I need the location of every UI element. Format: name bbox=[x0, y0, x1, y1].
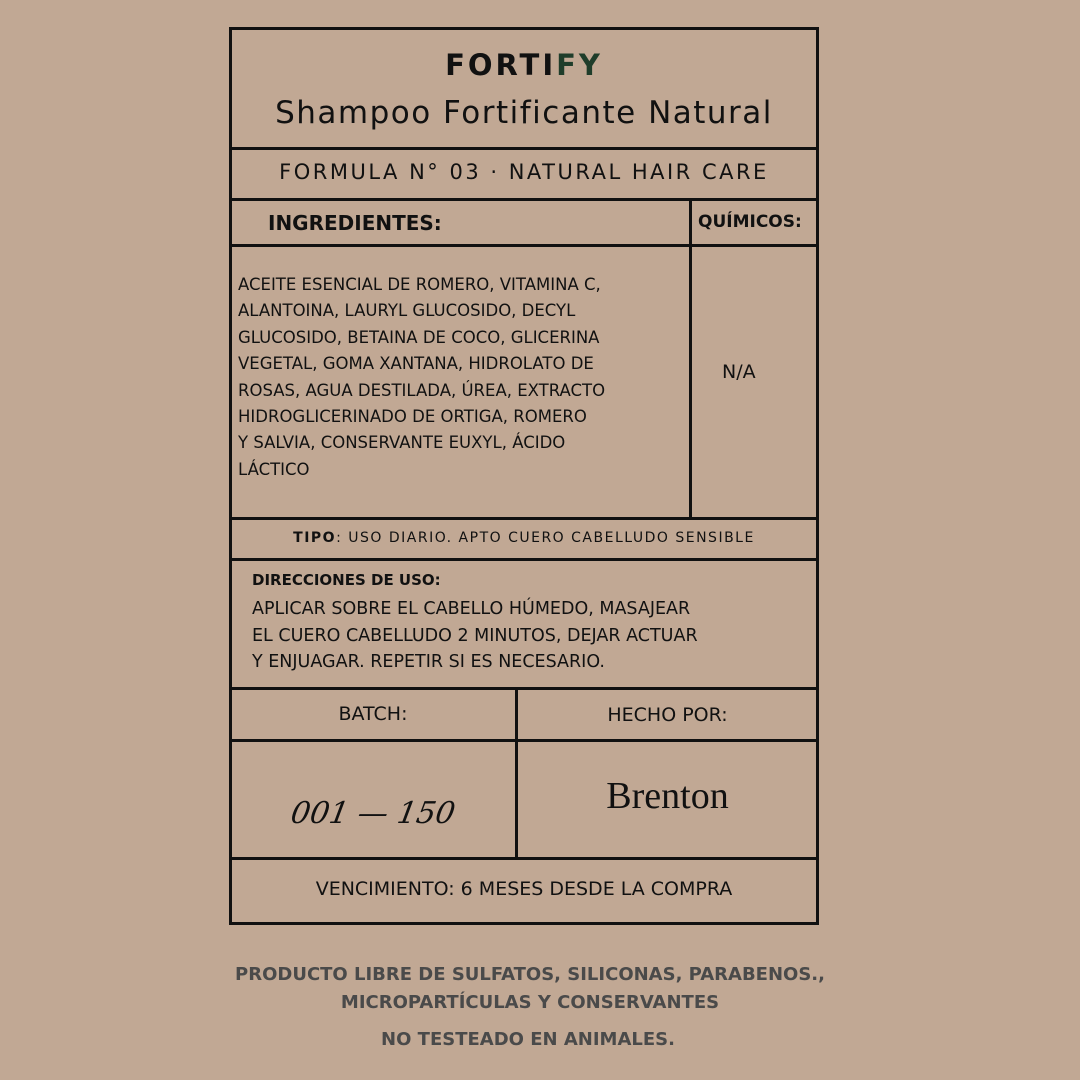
ingredients-line: LÁCTICO bbox=[238, 459, 310, 479]
brand-part1: FORTI bbox=[445, 48, 557, 82]
formula-line: FORMULA N° 03 · NATURAL HAIR CARE bbox=[279, 160, 769, 184]
expiry-line: VENCIMIENTO: 6 MESES DESDE LA COMPRA bbox=[315, 878, 733, 900]
tipo-label: TIPO bbox=[293, 530, 337, 546]
made-by-label: HECHO POR: bbox=[607, 704, 728, 726]
tipo-line bbox=[230, 530, 818, 546]
ingredients-line: ROSAS, AGUA DESTILADA, ÚREA, EXTRACTO bbox=[238, 380, 606, 400]
divider bbox=[229, 517, 819, 520]
directions-text bbox=[252, 596, 698, 676]
ingredients-line: ACEITE ESENCIAL DE ROMERO, VITAMINA C, bbox=[238, 275, 601, 294]
chemicals-value: N/A bbox=[722, 361, 756, 383]
footer-line1: PRODUCTO LIBRE DE SULFATOS, SILICONAS, PARABENOS., bbox=[235, 964, 825, 985]
made-by-value: Brenton bbox=[606, 775, 729, 817]
divider bbox=[229, 198, 819, 201]
brand-part2: FY bbox=[556, 48, 603, 82]
divider bbox=[229, 739, 819, 742]
divider bbox=[229, 147, 819, 150]
brand-logo bbox=[230, 48, 818, 82]
directions-line: APLICAR SOBRE EL CABELLO HÚMEDO, MASAJEAR bbox=[252, 599, 691, 619]
ingredients-line: GLUCOSIDO, BETAINA DE COCO, GLICERINA bbox=[238, 327, 600, 347]
footer-line2: MICROPARTÍCULAS Y CONSERVANTES bbox=[340, 992, 720, 1013]
footer-line3: NO TESTEADO EN ANIMALES. bbox=[381, 1029, 675, 1050]
ingredients-line: ALANTOINA, LAURYL GLUCOSIDO, DECYL bbox=[238, 301, 576, 321]
directions-label: DIRECCIONES DE USO: bbox=[252, 571, 441, 589]
border-bottom bbox=[229, 922, 819, 925]
directions-line: EL CUERO CABELLUDO 2 MINUTOS, DEJAR ACTUAR bbox=[252, 625, 698, 646]
product-name: Shampoo Fortificante Natural bbox=[275, 95, 773, 131]
ingredients-label: INGREDIENTES: bbox=[268, 211, 442, 235]
batch-label: BATCH: bbox=[338, 703, 408, 725]
ingredients-line: Y SALVIA, CONSERVANTE EUXYL, ÁCIDO bbox=[238, 433, 566, 453]
ingredients-list bbox=[238, 272, 605, 483]
divider bbox=[229, 857, 819, 860]
directions-line: Y ENJUAGAR. REPETIR SI ES NECESARIO. bbox=[252, 652, 605, 672]
ingredients-line: HIDROGLICERINADO DE ORTIGA, ROMERO bbox=[238, 407, 587, 427]
divider bbox=[229, 687, 819, 690]
chemicals-label: QUÍMICOS: bbox=[698, 212, 802, 232]
border-top bbox=[229, 27, 819, 30]
divider-vertical bbox=[689, 198, 692, 519]
batch-value: 001 — 150 bbox=[288, 796, 458, 831]
ingredients-line: VEGETAL, GOMA XANTANA, HIDROLATO DE bbox=[238, 354, 594, 374]
divider bbox=[229, 244, 819, 247]
divider bbox=[229, 558, 819, 561]
tipo-value: : USO DIARIO. APTO CUERO CABELLUDO SENSIBLE bbox=[336, 530, 755, 546]
